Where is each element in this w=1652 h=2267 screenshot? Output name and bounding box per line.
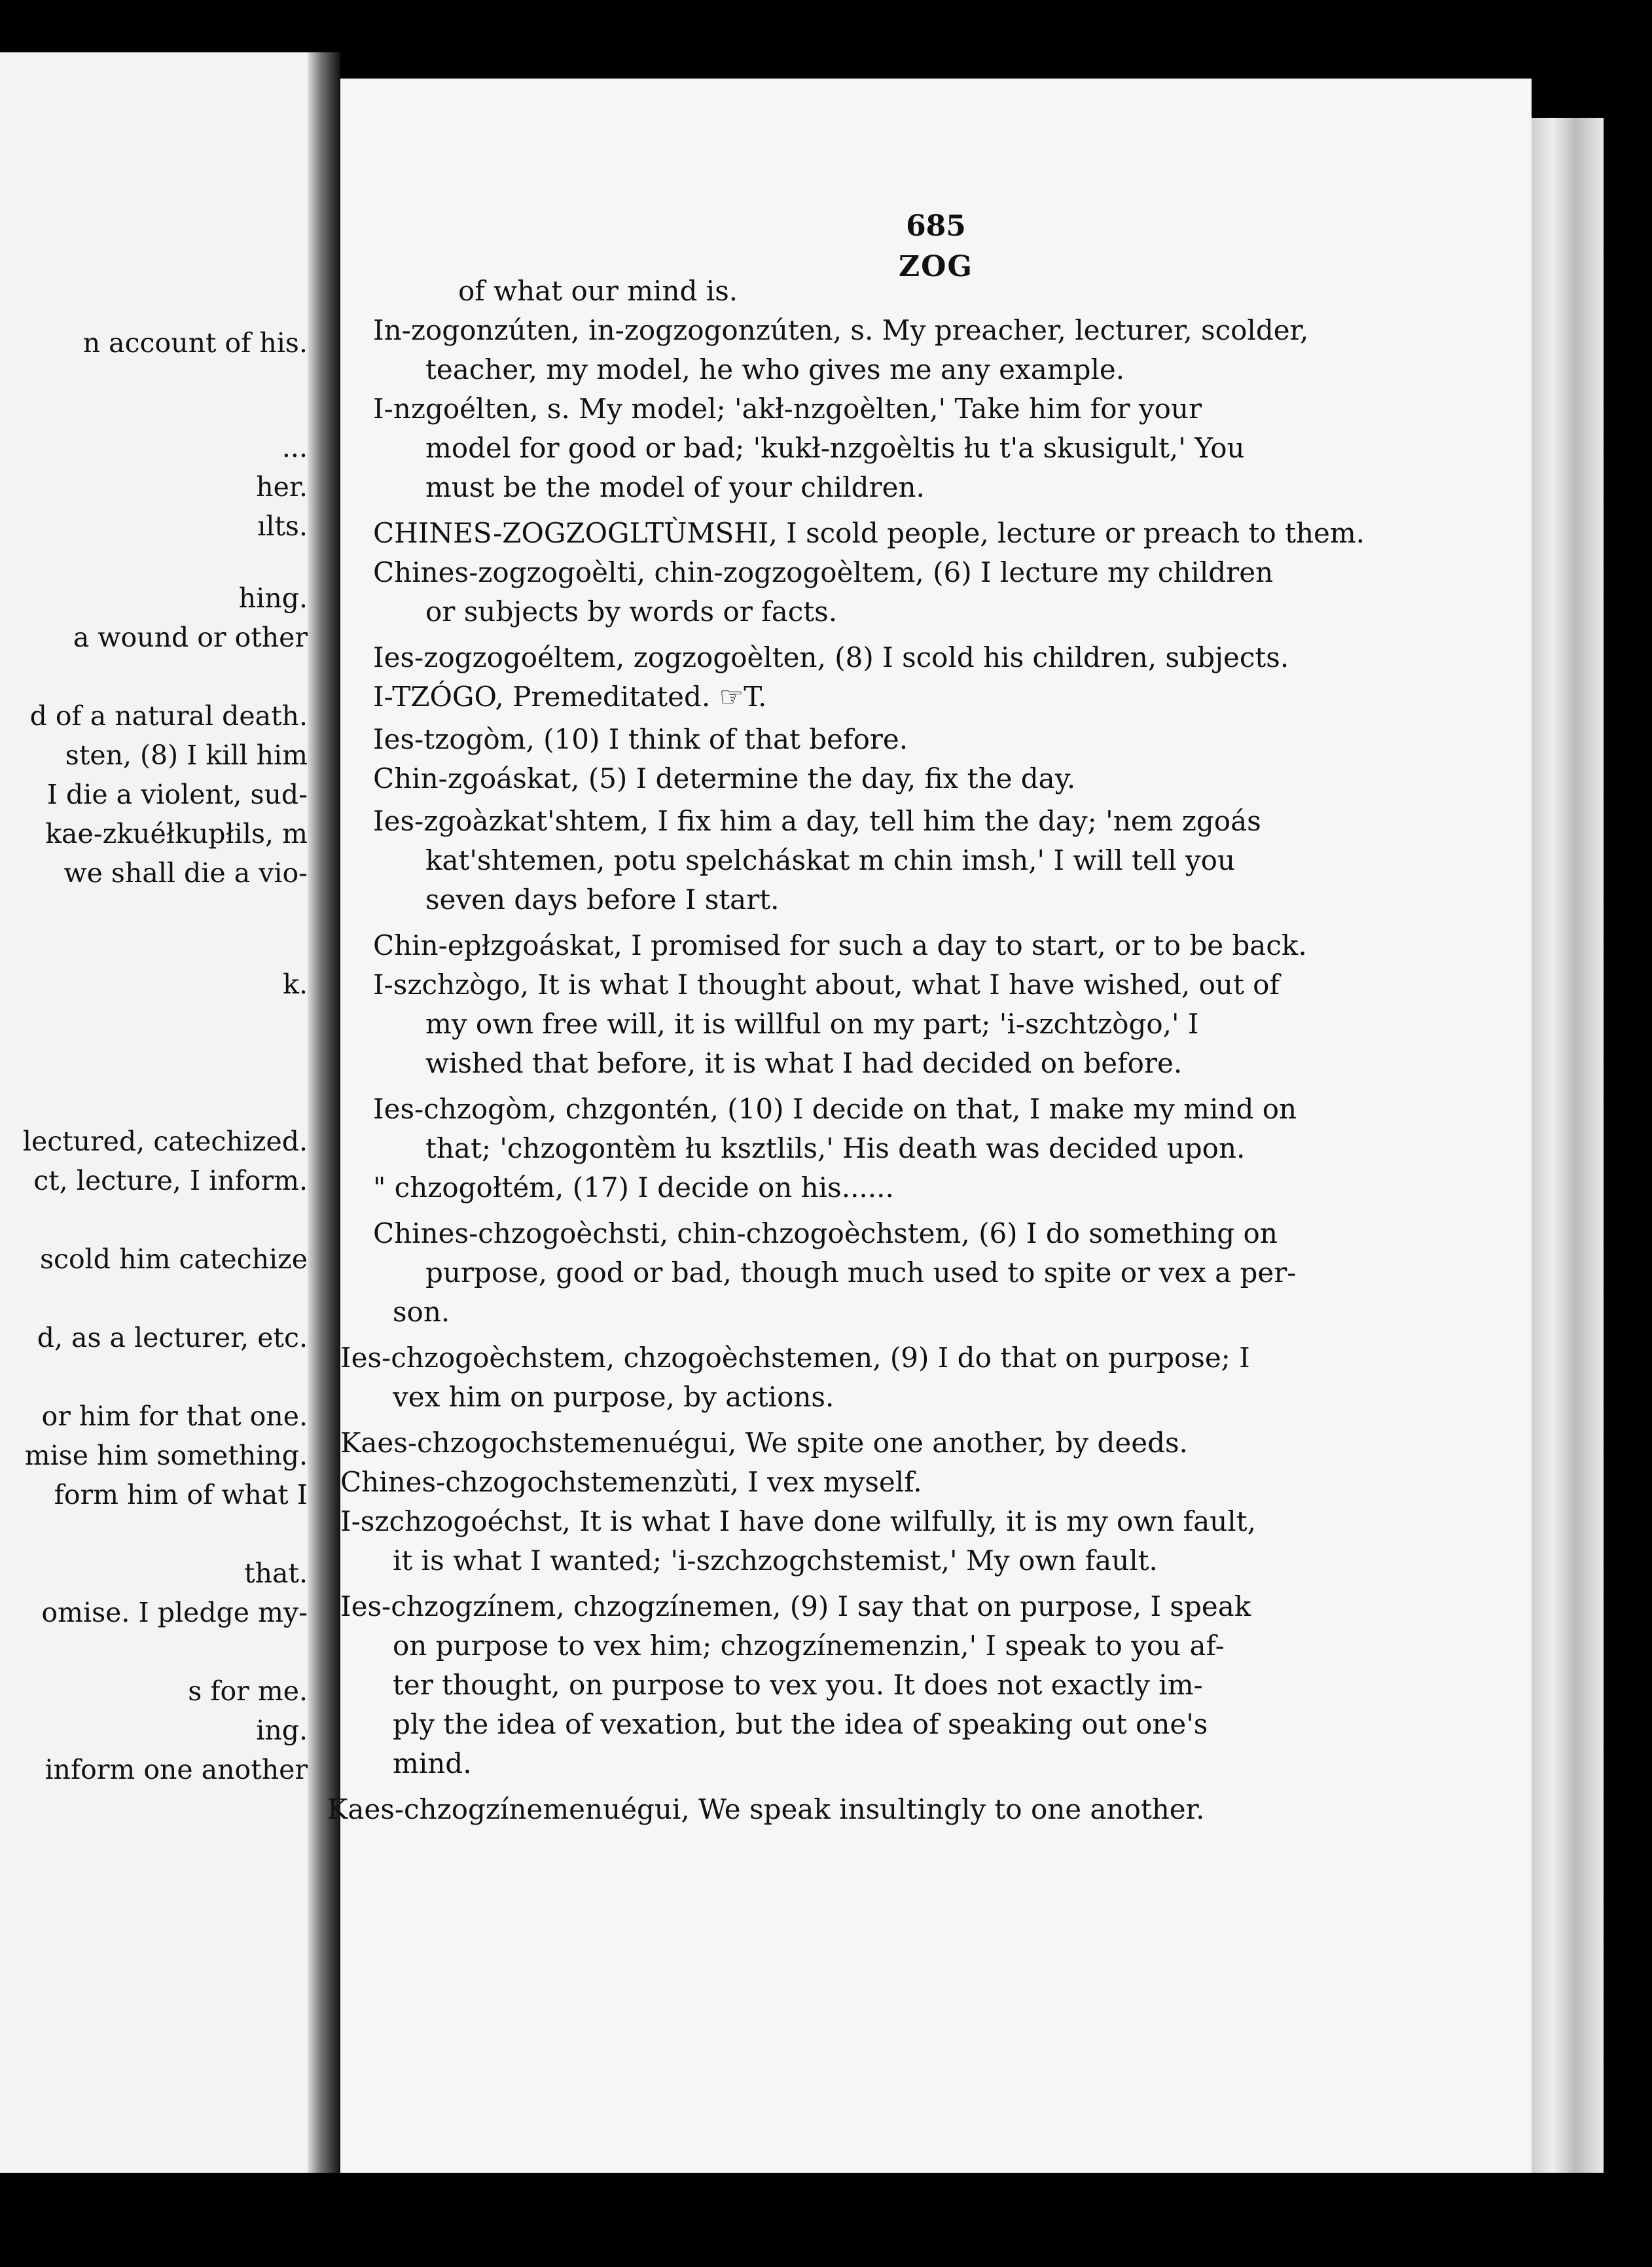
entry-line: Ies-tzogòm, (10) I think of that before. xyxy=(373,723,908,755)
entry-line: wished that before, it is what I had decided on before. xyxy=(425,1047,1183,1079)
entry-line: ter thought, on purpose to vex you. It does not exactly im- xyxy=(393,1669,1203,1701)
entry-line: teacher, my model, he who gives me any example. xyxy=(425,353,1125,385)
entry-line: kat'shtemen, potu spelcháskat m chin imsh,' I will tell you xyxy=(425,844,1235,876)
entry-line: purpose, good or bad, though much used to spite or vex a per- xyxy=(425,1257,1297,1289)
left-page-line: I die a violent, sud- xyxy=(46,779,308,810)
entry-line: Chines-chzogoèchsti, chin-chzogoèchstem, (6) I do something on xyxy=(373,1217,1278,1249)
left-page-line: mise him something. xyxy=(24,1440,308,1471)
entry-line: mind. xyxy=(393,1747,472,1779)
entry-line: model for good or bad; 'kukł-nzgoèltis łu t'a skusigult,' You xyxy=(425,432,1245,464)
entry-line: on purpose to vex him; chzogzínemenzin,' I speak to you af- xyxy=(393,1630,1225,1662)
left-page-line: we shall die a vio- xyxy=(63,857,308,889)
entry-line: it is what I wanted; 'i-szchzogchstemist,' My own fault. xyxy=(393,1544,1158,1577)
left-facing-page xyxy=(0,52,308,2173)
entry-line: Kaes-chzogochstemenuégui, We spite one another, by deeds. xyxy=(340,1427,1188,1459)
entry-line: I-TZÓGO, Premeditated. ☞T. xyxy=(373,681,767,713)
entry-line: CHINES-ZOGZOGLTÙMSHI, I scold people, lecture or preach to them. xyxy=(373,517,1365,549)
left-page-line: ılts. xyxy=(257,510,308,542)
entry-line: I-szchzògo, It is what I thought about, what I have wished, out of xyxy=(373,969,1280,1001)
left-page-line: omise. I pledge my- xyxy=(41,1597,308,1628)
entry-line: must be the model of your children. xyxy=(425,471,925,503)
left-page-line: kae-zkuéłkupłils, m xyxy=(45,818,308,849)
left-page-line: her. xyxy=(256,471,308,503)
left-page-line: s for me. xyxy=(188,1675,308,1707)
entry-line: son. xyxy=(393,1296,450,1328)
left-page-line: that. xyxy=(244,1558,308,1589)
left-page-line: d, as a lecturer, etc. xyxy=(37,1322,308,1353)
entry-line: Chin-zgoáskat, (5) I determine the day, fix the day. xyxy=(373,762,1076,794)
left-page-line: a wound or other xyxy=(73,622,308,653)
left-page-line: hing. xyxy=(238,582,308,614)
entry-line: Ies-chzogzínem, chzogzínemen, (9) I say that on purpose, I speak xyxy=(340,1590,1251,1622)
entry-line: Chin-epłzgoáskat, I promised for such a day to start, or to be back. xyxy=(373,929,1307,961)
page-content xyxy=(327,79,1532,2173)
left-page-line: ... xyxy=(281,432,308,463)
left-page-line: sten, (8) I kill him xyxy=(65,740,308,771)
entry-line: ply the idea of vexation, but the idea of speaking out one's xyxy=(393,1708,1208,1740)
entry-line: of what our mind is. xyxy=(458,275,738,307)
entry-line: " chzogołtém, (17) I decide on his...... xyxy=(373,1171,894,1204)
left-page-line: d of a natural death. xyxy=(29,700,308,732)
entry-line: Ies-zgoàzkat'shtem, I fix him a day, tell him the day; 'nem zgoás xyxy=(373,805,1261,837)
entry-line: or subjects by words or facts. xyxy=(425,596,838,628)
entry-line: I-szchzogoéchst, It is what I have done wilfully, it is my own fault, xyxy=(340,1505,1256,1537)
entry-line: that; 'chzogontèm łu ksztlils,' His death was decided upon. xyxy=(425,1132,1246,1164)
entry-line: In-zogonzúten, in-zogzogonzúten, s. My preacher, lecturer, scolder, xyxy=(373,314,1309,346)
entry-line: I-nzgoélten, s. My model; 'akł-nzgoèlten,' Take him for your xyxy=(373,393,1202,425)
left-page-line: or him for that one. xyxy=(41,1401,308,1432)
entry-line: Ies-chzogoèchstem, chzogoèchstemen, (9) I do that on purpose; I xyxy=(340,1342,1250,1374)
left-page-line: lectured, catechized. xyxy=(22,1126,308,1157)
entry-line: seven days before I start. xyxy=(425,884,780,916)
left-page-line: scold him catechize xyxy=(40,1243,308,1275)
left-page-line: inform one another xyxy=(45,1754,308,1785)
page-edge xyxy=(1532,118,1604,2173)
left-page-line: n account of his. xyxy=(82,327,308,359)
entry-line: Ies-zogzogoéltem, zogzogoèlten, (8) I scold his children, subjects. xyxy=(373,641,1289,673)
running-head: ZOG xyxy=(898,250,974,283)
left-page-line: ct, lecture, I inform. xyxy=(33,1165,308,1196)
entry-line: vex him on purpose, by actions. xyxy=(393,1381,835,1413)
entry-line: Chines-zogzogoèlti, chin-zogzogoèltem, (6) I lecture my children xyxy=(373,556,1274,588)
left-page-line: k. xyxy=(283,969,308,1000)
main-page xyxy=(327,79,1532,2173)
left-page-line: form him of what I xyxy=(54,1479,308,1510)
entry-line: Kaes-chzogzínemenuégui, We speak insultingly to one another. xyxy=(327,1793,1205,1825)
book-gutter xyxy=(308,52,340,2173)
entry-line: my own free will, it is willful on my part; 'i-szchtzògo,' I xyxy=(425,1008,1199,1040)
page-number: 685 xyxy=(906,209,966,243)
left-page-line: ing. xyxy=(256,1715,308,1746)
entry-line: Chines-chzogochstemenzùti, I vex myself. xyxy=(340,1466,922,1498)
entry-line: Ies-chzogòm, chzgontén, (10) I decide on that, I make my mind on xyxy=(373,1093,1297,1125)
